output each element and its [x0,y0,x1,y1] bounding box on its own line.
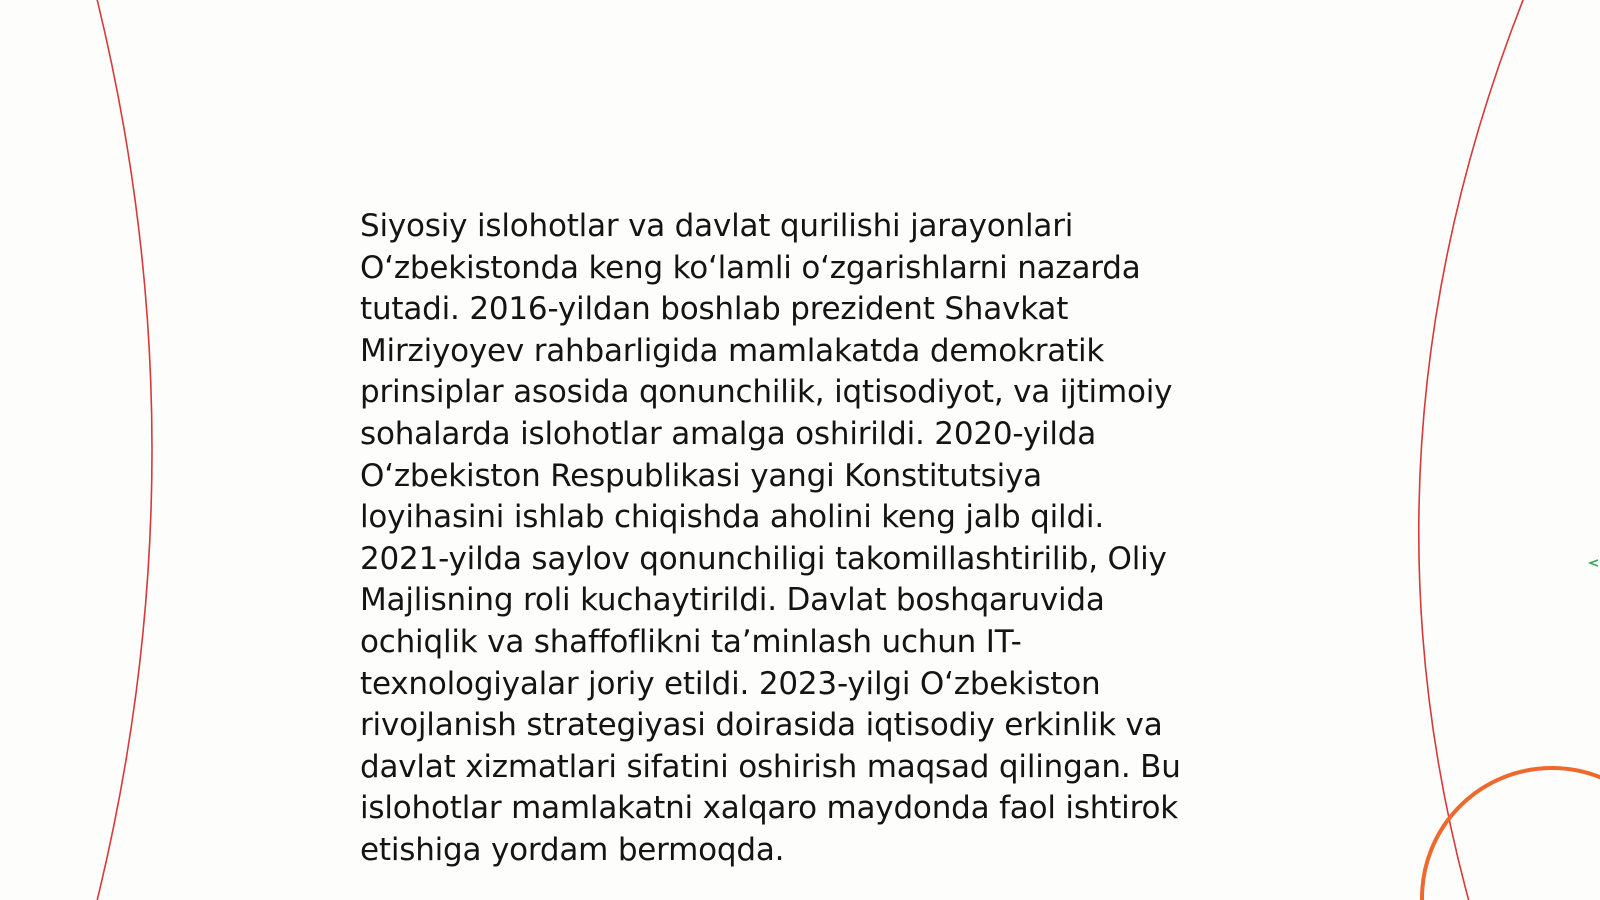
right-curve-line [1419,0,1525,900]
orange-accent-circle [1422,768,1600,900]
left-curve-line [96,0,152,900]
slide-body-text: Siyosiy islohotlar va davlat qurilishi jarayonlari O‘zbekistonda keng ko‘lamli o‘zgarishlarni nazarda tutadi. 2016-yildan boshlab prezident Shavkat Mirziyoyev rahbarligida mamlakatda demokratik prinsiplar asosida qonunchilik, iqtisodiyot, va ijtimoiy sohalarda islohotlar amalga oshirildi. 2020-yilda O‘zbekiston Respublikasi yangi Konstitutsiya loyihasini ishlab chiqishda aholini keng jalb qildi. 2021-yilda saylov qonunchiligi takomillashtirilib, Oliy Majlisning roli kuchaytirildi. Davlat boshqaruvida ochiqlik va shaffoflikni ta’minlash uchun IT- texnologiyalar joriy etildi. 2023-yilgi O‘zbekiston rivojlanish strategiyasi doirasida iqtisodiy erkinlik va davlat xizmatlari sifatini oshirish maqsad qilingan. Bu islohotlar mamlakatni xalqaro maydonda faol ishtirok etishiga yordam bermoqda. [360,208,1181,868]
green-accent-mark [1590,560,1598,566]
